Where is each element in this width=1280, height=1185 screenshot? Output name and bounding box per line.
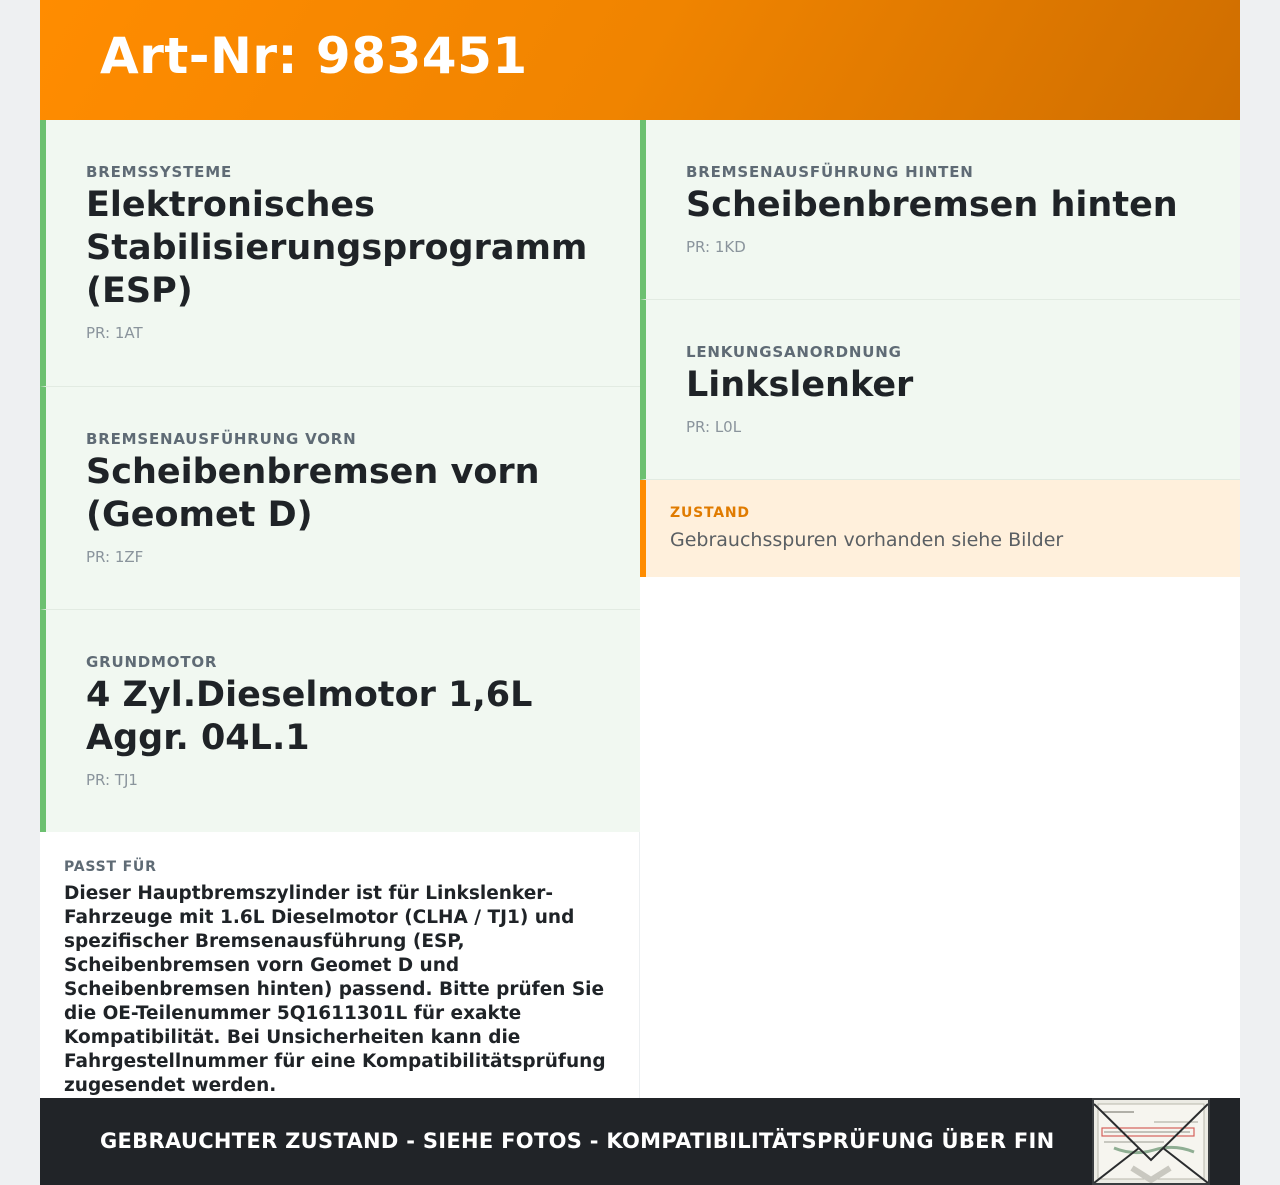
compatibility-label: PASST FÜR xyxy=(64,859,157,875)
specs-right-column xyxy=(640,120,1240,577)
spec-value: Scheibenbremsen hinten xyxy=(686,185,1178,225)
compatibility-section xyxy=(40,832,640,1098)
spec-card-bremssysteme xyxy=(40,120,640,387)
spec-pr-code: PR: 1KD xyxy=(686,238,746,256)
spec-label: BREMSENAUSFÜHRUNG VORN xyxy=(86,430,357,448)
compatibility-text: Dieser Hauptbremszylinder ist für Linkslenker-Fahrzeuge mit 1.6L Dieselmotor (CLHA / TJ1) und spezifischer Bremsenausführung (ESP, Scheibenbremsen vorn Geomet D und Scheibenbremsen hinten) passend. Bitte prüfen Sie die OE-Teilenummer 5Q1611301L für exakte Kompatibilität. Bei Unsicherheiten kann die Fahrgestellnummer für eine Kompatibilitätsprüfung zugesendet werden. xyxy=(64,883,606,1096)
footer-bar xyxy=(40,1098,1240,1185)
spec-label: BREMSSYSTEME xyxy=(86,163,233,181)
specs-left-column xyxy=(40,120,640,833)
spec-card-grundmotor xyxy=(40,610,640,833)
spec-card-lenkung xyxy=(640,300,1240,480)
spec-label: LENKUNGSANORDNUNG xyxy=(686,343,902,361)
spec-label: BREMSENAUSFÜHRUNG HINTEN xyxy=(686,163,974,181)
condition-text: Gebrauchsspuren vorhanden siehe Bilder xyxy=(670,529,1064,551)
footer-text: GEBRAUCHTER ZUSTAND - SIEHE FOTOS - KOMPATIBILITÄTSPRÜFUNG ÜBER FIN xyxy=(100,1129,1055,1153)
spec-pr-code: PR: TJ1 xyxy=(86,771,138,789)
spec-pr-code: PR: 1AT xyxy=(86,324,143,342)
product-card xyxy=(40,0,1240,1185)
condition-label: ZUSTAND xyxy=(670,505,750,521)
article-number-title: Art-Nr: 983451 xyxy=(100,27,528,85)
spec-pr-code: PR: 1ZF xyxy=(86,548,144,566)
spec-card-bremsen-vorn xyxy=(40,387,640,610)
spec-card-bremsen-hinten xyxy=(640,120,1240,300)
spec-pr-code: PR: L0L xyxy=(686,418,742,436)
document-photo-icon xyxy=(1094,1100,1208,1183)
condition-card xyxy=(640,480,1240,577)
spec-value: Scheibenbremsen vorn (Geomet D) xyxy=(86,452,540,535)
spec-value: Linkslenker xyxy=(686,365,914,405)
spec-value: 4 Zyl.Dieselmotor 1,6L Aggr. 04L.1 xyxy=(86,675,533,758)
spec-label: GRUNDMOTOR xyxy=(86,653,218,671)
vehicle-document-thumbnail-icon[interactable] xyxy=(1092,1098,1210,1185)
spec-value: Elektronisches Stabilisierungsprogramm (ESP) xyxy=(86,185,588,311)
header-bar xyxy=(40,0,1240,120)
